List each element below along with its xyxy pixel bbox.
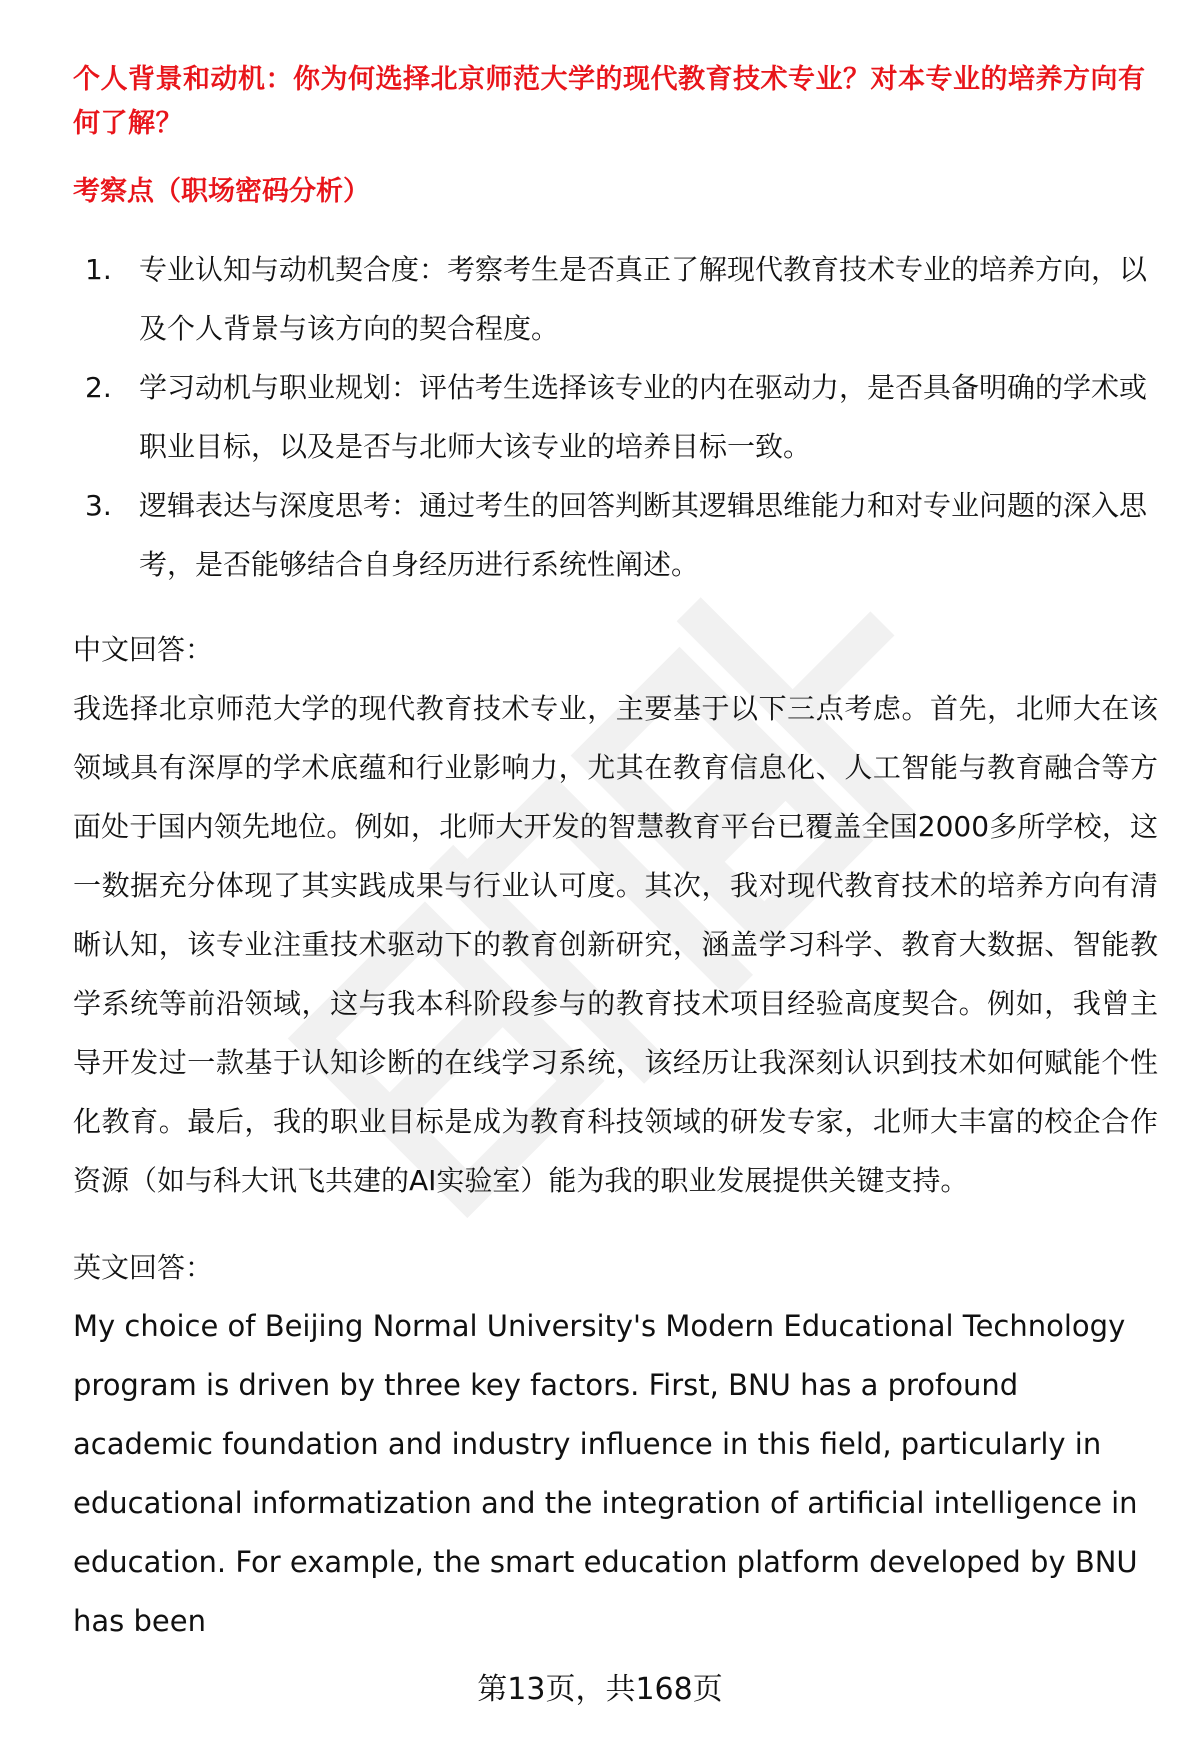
assessment-point-2	[85, 358, 1158, 476]
list-number: 1.	[85, 253, 112, 286]
assessment-points-list	[73, 240, 1158, 594]
english-answer-text: My choice of Beijing Normal University's Modern Educational Technology program is driven by three key factors. First, BNU has a profound academic foundation and industry influence in this field, particularly in educational informatization and the integration of artificial intelligence in education. For example, the smart education platform developed by BNU has been	[73, 1309, 1138, 1638]
page-footer: 第13页，共168页	[477, 1672, 723, 1707]
chinese-answer-label: 中文回答：	[73, 633, 214, 666]
assessment-point-text: 学习动机与职业规划：评估考生选择该专业的内在驱动力，是否具备明确的学术或职业目标，以及是否与北师大该专业的培养目标一致。	[139, 371, 1148, 463]
assessment-point-text: 逻辑表达与深度思考：通过考生的回答判断其逻辑思维能力和对专业问题的深入思考，是否能够结合自身经历进行系统性阐述。	[139, 489, 1148, 581]
question-title: 个人背景和动机：你为何选择北京师范大学的现代教育技术专业？对本专业的培养方向有何了解？	[73, 64, 1146, 139]
list-number: 2.	[85, 371, 112, 404]
chinese-answer-text: 我选择北京师范大学的现代教育技术专业，主要基于以下三点考虑。首先，北师大在该领域具有深厚的学术底蕴和行业影响力，尤其在教育信息化、人工智能与教育融合等方面处于国内领先地位。例如，北师大开发的智慧教育平台已覆盖全国2000多所学校，这一数据充分体现了其实践成果与行业认可度。其次，我对现代教育技术的培养方向有清晰认知，该专业注重技术驱动下的教育创新研究，涵盖学习科学、教育大数据、智能教学系统等前沿领域，这与我本科阶段参与的教育技术项目经验高度契合。例如，我曾主导开发过一款基于认知诊断的在线学习系统，该经历让我深刻认识到技术如何赋能个性化教育。最后，我的职业目标是成为教育科技领域的研发专家，北师大丰富的校企合作资源（如与科大讯飞共建的AI实验室）能为我的职业发展提供关键支持。	[73, 692, 1158, 1197]
document-page	[73, 58, 1158, 1651]
list-number: 3.	[85, 489, 112, 522]
assessment-heading: 考察点（职场密码分析）	[73, 176, 370, 207]
assessment-point-text: 专业认知与动机契合度：考察考生是否真正了解现代教育技术专业的培养方向，以及个人背景与该方向的契合程度。	[139, 253, 1148, 345]
assessment-point-3	[85, 476, 1158, 594]
english-answer-label: 英文回答：	[73, 1251, 214, 1284]
assessment-point-1	[85, 240, 1158, 358]
